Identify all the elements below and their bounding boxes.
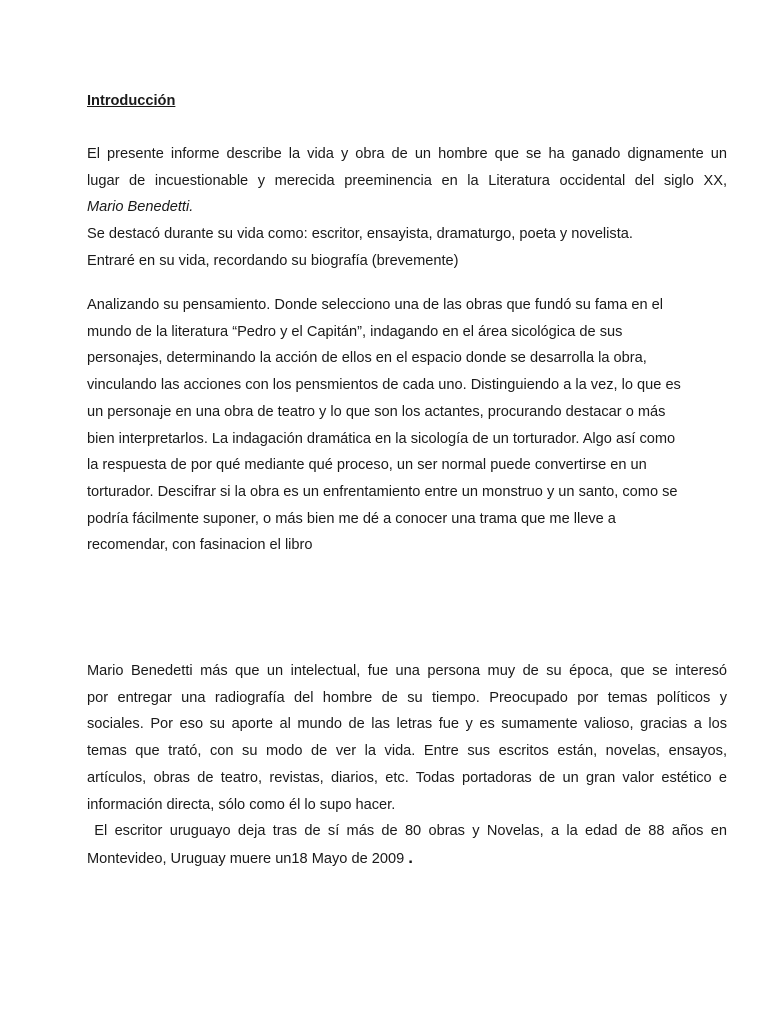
- benedetti-line: sociales. Por eso su aporte al mundo de las letras fue y es sumamente valioso, gracias a los: [87, 716, 727, 733]
- analysis-paragraph: [87, 292, 727, 559]
- analysis-line: la respuesta de por qué mediante qué proceso, un ser normal puede convertirse en un: [87, 457, 647, 474]
- benedetti-line: por entregar una radiografía del hombre de su tiempo. Preocupado por temas políticos y: [87, 689, 727, 706]
- analysis-line: personajes, determinando la acción de ellos en el espacio donde se desarrolla la obra,: [87, 350, 647, 367]
- benedetti-line: El escritor uruguayo deja tras de sí más de 80 obras y Novelas, a la edad de 88 años en: [87, 823, 727, 840]
- benedetti-line: Mario Benedetti más que un intelectual, fue una persona muy de su época, que se interesó: [87, 663, 727, 679]
- benedetti-last-text: Montevideo, Uruguay muere un18 Mayo de 2009: [87, 850, 405, 867]
- intro-line: Entraré en su vida, recordando su biografía (brevemente): [87, 252, 459, 269]
- analysis-line: podría fácilmente suponer, o más bien me dé a conocer una trama que me lleve a: [87, 510, 616, 527]
- analysis-line: recomendar, con fasinacion el libro: [87, 537, 313, 554]
- intro-line: lugar de incuestionable y merecida preeminencia en la Literatura occidental del siglo XX,: [87, 172, 727, 189]
- analysis-line: vinculando las acciones con los pensmientos de cada uno. Distinguiendo a la vez, lo que es: [87, 377, 681, 394]
- document-page: [87, 0, 727, 1024]
- analysis-line: Analizando su pensamiento. Donde selecciono una de las obras que fundó su fama en el: [87, 297, 664, 313]
- intro-paragraph: [87, 141, 727, 275]
- benedetti-paragraph: [87, 658, 727, 873]
- intro-line: El presente informe describe la vida y obra de un hombre que se ha ganado dignamente un: [87, 146, 727, 162]
- author-name: Mario Benedetti.: [87, 199, 194, 216]
- benedetti-line: información directa, sólo como él lo supo hacer.: [87, 796, 396, 813]
- benedetti-line: temas que trató, con su modo de ver la vida. Entre sus escritos están, novelas, ensayos,: [87, 743, 727, 760]
- analysis-line: un personaje en una obra de teatro y lo que son los actantes, procurando destacar o más: [87, 403, 666, 420]
- analysis-line: bien interpretarlos. La indagación dramática en la sicología de un torturador. Algo así como: [87, 430, 676, 447]
- analysis-line: mundo de la literatura “Pedro y el Capitán”, indagando en el área sicológica de sus: [87, 323, 623, 340]
- analysis-line: torturador. Descifrar si la obra es un enfrentamiento entre un monstruo y un santo, como se: [87, 483, 678, 500]
- benedetti-line: artículos, obras de teatro, revistas, diarios, etc. Todas portadoras de un gran valor estético e: [87, 769, 727, 786]
- benedetti-last-line: [87, 845, 727, 873]
- intro-line: Se destacó durante su vida como: escritor, ensayista, dramaturgo, poeta y novelista.: [87, 226, 633, 243]
- final-period: .: [408, 847, 414, 867]
- section-heading: Introducción: [87, 93, 176, 109]
